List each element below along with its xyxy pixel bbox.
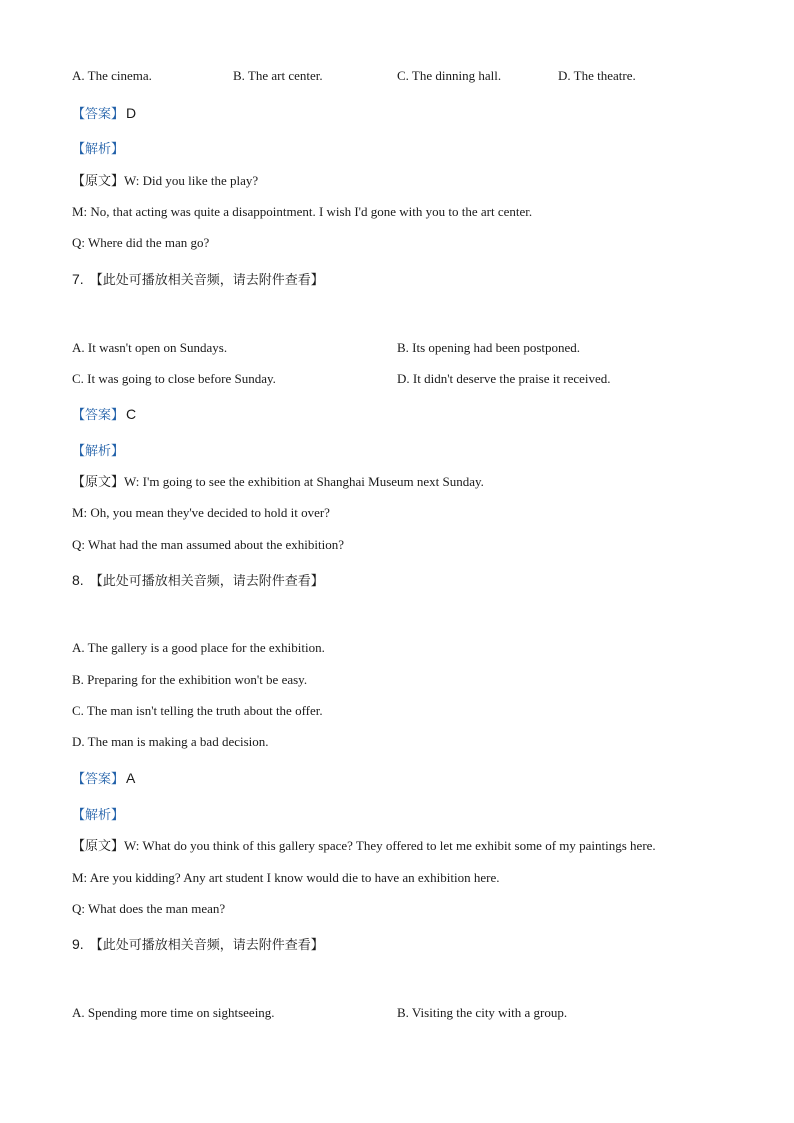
analysis-tag: 【解析】 [72, 142, 125, 157]
q7-transcript-line-1 [72, 474, 484, 491]
transcript-text: W: Did you like the play? [124, 173, 259, 188]
q7-option-b: B. Its opening had been postponed. [397, 340, 581, 355]
q7-answer [72, 406, 136, 424]
question-number: 8. [72, 572, 84, 588]
q9-option-a: A. Spending more time on sightseeing. [72, 1005, 275, 1020]
q6-option-a: A. The cinema. [72, 68, 152, 83]
q8-answer [72, 770, 135, 788]
transcript-text: W: I'm going to see the exhibition at Shanghai Museum next Sunday. [124, 474, 484, 489]
q6-option-b: B. The art center. [233, 68, 323, 83]
analysis-tag: 【解析】 [72, 444, 125, 459]
answer-value: A [126, 770, 136, 786]
audio-prompt: 【此处可播放相关音频，请去附件查看】 [89, 574, 324, 589]
q9-header [72, 936, 324, 954]
transcript-tag: 【原文】 [72, 475, 125, 490]
q8-header [72, 572, 324, 590]
q6-transcript-line-1 [72, 173, 258, 190]
q7-option-d: D. It didn't deserve the praise it received. [397, 371, 611, 386]
q8-transcript-line-3: Q: What does the man mean? [72, 901, 226, 916]
transcript-tag: 【原文】 [72, 174, 125, 189]
q8-option-a: A. The gallery is a good place for the exhibition. [72, 640, 325, 655]
q6-analysis [72, 141, 124, 158]
q8-option-b: B. Preparing for the exhibition won't be easy. [72, 672, 308, 687]
q8-option-d: D. The man is making a bad decision. [72, 734, 269, 749]
q9-option-b: B. Visiting the city with a group. [397, 1005, 568, 1020]
answer-tag: 【答案】 [72, 408, 125, 423]
audio-prompt: 【此处可播放相关音频，请去附件查看】 [89, 938, 324, 953]
q7-option-c: C. It was going to close before Sunday. [72, 371, 276, 386]
q7-option-a: A. It wasn't open on Sundays. [72, 340, 228, 355]
q6-option-c: C. The dinning hall. [397, 68, 502, 83]
q8-transcript-line-2: M: Are you kidding? Any art student I know would die to have an exhibition here. [72, 870, 500, 885]
transcript-text: W: What do you think of this gallery space? They offered to let me exhibit some of my paintings here. [124, 838, 656, 853]
q8-option-c: C. The man isn't telling the truth about the offer. [72, 703, 323, 718]
q8-analysis [72, 807, 124, 824]
analysis-tag: 【解析】 [72, 808, 125, 823]
question-number: 9. [72, 936, 84, 952]
q6-transcript-line-3: Q: Where did the man go? [72, 235, 210, 250]
answer-tag: 【答案】 [72, 107, 125, 122]
answer-value: D [126, 105, 137, 121]
q6-transcript-line-2: M: No, that acting was quite a disappointment. I wish I'd gone with you to the art center. [72, 204, 533, 219]
q6-option-d: D. The theatre. [558, 68, 636, 83]
audio-prompt: 【此处可播放相关音频，请去附件查看】 [89, 273, 324, 288]
q7-transcript-line-3: Q: What had the man assumed about the exhibition? [72, 537, 344, 552]
answer-tag: 【答案】 [72, 772, 125, 787]
answer-value: C [126, 406, 137, 422]
q8-transcript-line-1 [72, 838, 656, 855]
q7-transcript-line-2: M: Oh, you mean they've decided to hold it over? [72, 505, 330, 520]
q7-analysis [72, 443, 124, 460]
q6-answer [72, 105, 136, 123]
question-number: 7. [72, 271, 84, 287]
transcript-tag: 【原文】 [72, 839, 125, 854]
q7-header [72, 271, 324, 289]
